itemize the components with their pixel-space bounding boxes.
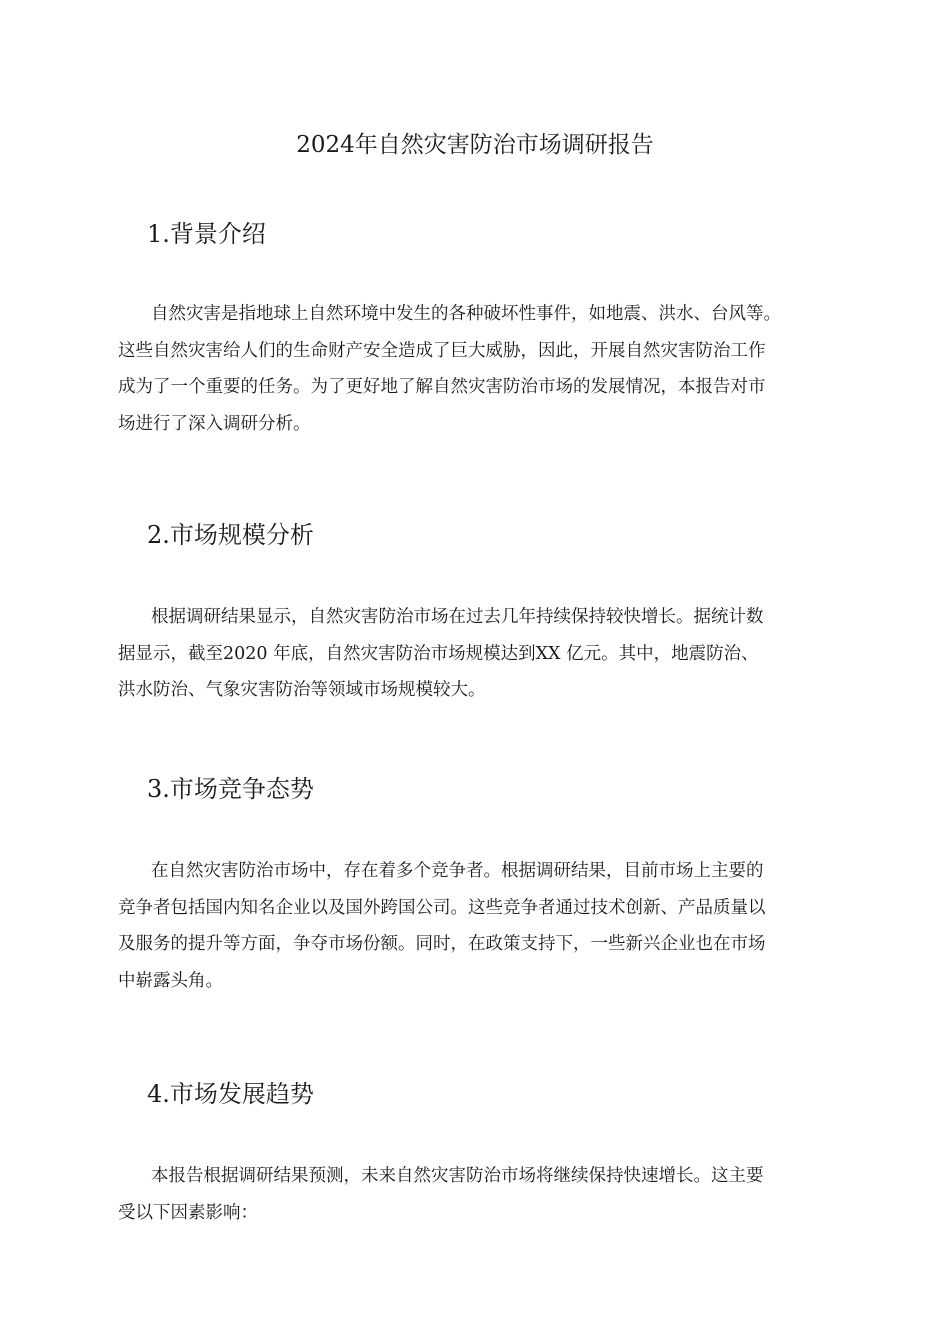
paragraph-line: 洪水防治、气象灾害防治等领域市场规模较大。: [118, 680, 486, 700]
section-heading-competition: 3.市场竞争态势: [147, 775, 314, 803]
paragraph-line: 在自然灾害防治市场中，存在着多个竞争者。根据调研结果，目前市场上主要的: [151, 861, 764, 881]
paragraph-line: 本报告根据调研结果预测，未来自然灾害防治市场将继续保持快速增长。这主要: [151, 1166, 764, 1186]
paragraph-line: 受以下因素影响：: [118, 1202, 258, 1223]
section-paragraph-market-size: [118, 599, 838, 709]
paragraph-line: 竞争者包括国内知名企业以及国外跨国公司。这些竞争者通过技术创新、产品质量以: [118, 897, 766, 918]
paragraph-line: 成为了一个重要的任务。为了更好地了解自然灾害防治市场的发展情况，本报告对市: [118, 377, 766, 397]
paragraph-line: 据显示，截至2020 年底，自然灾害防治市场规模达到XX 亿元。其中，地震防治、: [118, 643, 759, 664]
document-title: 2024年自然灾害防治市场调研报告: [296, 132, 654, 158]
paragraph-line: 及服务的提升等方面，争夺市场份额。同时，在政策支持下，一些新兴企业也在市场: [118, 934, 766, 954]
paragraph-line: 自然灾害是指地球上自然环境中发生的各种破坏性事件，如地震、洪水、台风等。: [151, 304, 781, 324]
paragraph-line: 这些自然灾害给人们的生命财产安全造成了巨大威胁，因此，开展自然灾害防治工作: [118, 340, 766, 361]
paragraph-line: 场进行了深入调研分析。: [118, 413, 311, 434]
section-heading-background: 1.背景介绍: [147, 220, 266, 248]
section-paragraph-competition: [118, 853, 838, 999]
section-paragraph-background: [118, 296, 838, 442]
paragraph-line: 根据调研结果显示，自然灾害防治市场在过去几年持续保持较快增长。据统计数: [151, 607, 764, 627]
paragraph-line: 中崭露头角。: [118, 970, 223, 991]
section-paragraph-trends: [118, 1158, 838, 1231]
section-heading-market-size: 2.市场规模分析: [147, 521, 314, 549]
section-heading-trends: 4.市场发展趋势: [147, 1080, 314, 1108]
